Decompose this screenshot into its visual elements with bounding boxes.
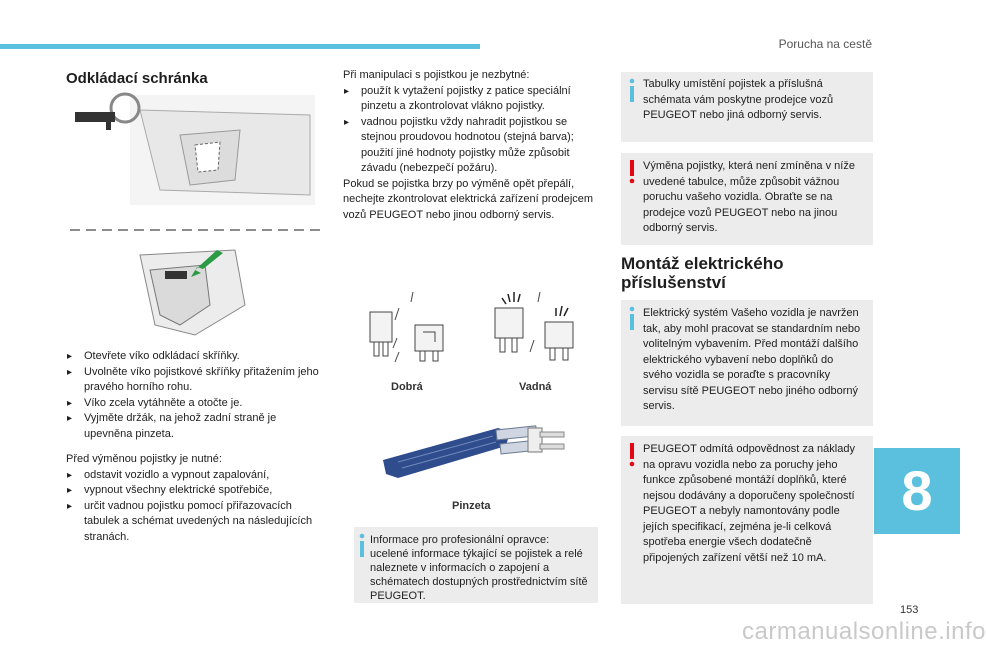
- before-replacement-intro: Před výměnou pojistky je nutné:: [66, 453, 222, 465]
- chapter-tab: 8: [874, 448, 960, 534]
- handling-instructions: [343, 68, 603, 223]
- info-icon: [627, 305, 637, 331]
- info-box-text: Tabulky umístění pojistek a příslušná schémata vám poskytne prodejce vozů PEUGEOT nebo jiná odborný servis.: [643, 78, 834, 121]
- watermark: carmanualsonline.info: [742, 618, 986, 645]
- info-icon: [627, 77, 637, 103]
- info-box-electrical: [621, 300, 873, 426]
- before-item: ▸ odstavit vozidlo a vypnout zapalování,: [66, 468, 328, 484]
- step-item: ▸ Otevřete víko odkládací skříňky.: [66, 349, 326, 365]
- glovebox-illustration: [70, 90, 320, 240]
- fuse-good-illustration: [365, 290, 450, 365]
- warning-box-liability: [621, 436, 873, 604]
- open-steps: [66, 349, 326, 442]
- handling-item: ▸ vadnou pojistku vždy nahradit pojistkou se stejnou proudovou hodnotou (stejná barva); použití jiné hodnoty pojistky může způsobit závadu (nebezpečí požáru).: [343, 115, 603, 177]
- info-icon: [357, 532, 367, 558]
- warning-box-text: PEUGEOT odmítá odpovědnost za náklady na opravu vozidla nebo za poruchy jeho funkce způsobené montáží doplňků, které nejsou dodávány a doporučeny společností PEUGEOT a nebyly namontovány podle jejích specifikací, zejména je-li celková spotřeba energie všech dodatečně připojených zařízení větší než 10 mA.: [643, 443, 855, 564]
- before-replacement: [66, 452, 328, 545]
- info-box-fuse-tables: [621, 72, 873, 142]
- warning-icon: [627, 158, 637, 184]
- glovebox-heading: Odkládací schránka: [66, 70, 208, 87]
- fuse-bad-label: Vadná: [519, 381, 552, 393]
- page-number: 153: [900, 604, 919, 616]
- warning-box-fuse: [621, 153, 873, 245]
- step-item: ▸ Víko zcela vytáhněte a otočte je.: [66, 396, 326, 412]
- fuse-good-label: Dobrá: [391, 381, 423, 393]
- fuse-box-cover-illustration: [135, 245, 255, 340]
- section-title: Porucha na cestě: [778, 37, 872, 51]
- fuse-bad-illustration: [490, 290, 590, 365]
- handling-item: ▸ použít k vytažení pojistky z patice speciální pinzetu a zkontrolovat vlákno pojistky.: [343, 84, 603, 115]
- accessories-heading: Montáž elektrického příslušenství: [621, 254, 784, 292]
- info-box-text: Informace pro profesionální opravce: ucelené informace týkající se pojistek a relé naleznete v informacích o zapojení a schématech dostupných prostřednictvím sítě PEUGEOT.: [370, 534, 588, 602]
- handling-outro: Pokud se pojistka brzy po výměně opět přepálí, nechejte zkontrolovat elektrická zařízení prodejcem vozů PEUGEOT nebo jinou odborný servis.: [343, 177, 594, 221]
- warning-box-text: Výměna pojistky, která není zmíněna v níže uvedené tabulce, může způsobit vážnou poruchu vašeho vozidla. Obraťte se na prodejce vozů PEUGEOT nebo na jinou odborný servis.: [643, 160, 855, 234]
- tweezers-illustration: [378, 422, 583, 487]
- before-item: ▸ určit vadnou pojistku pomocí přiřazovacích tabulek a schémat uvedených na následujících stranách.: [66, 499, 328, 546]
- before-item: ▸ vypnout všechny elektrické spotřebiče,: [66, 483, 328, 499]
- info-box-text: Elektrický systém Vašeho vozidla je navržen tak, aby mohl pracovat se standardním nebo volitelným vybavením. Před montáží dalšího elektrického vybavení nebo doplňků do svého vozidla se poraďte s pracovníky servisu sítě PEUGEOT nebo jiného odborný servis.: [643, 307, 861, 412]
- handling-intro: Při manipulaci s pojistkou je nezbytné:: [343, 69, 530, 81]
- step-item: ▸ Uvolněte víko pojistkové skříňky přitažením jeho pravého horního rohu.: [66, 365, 326, 396]
- tweezers-label: Pinzeta: [452, 500, 491, 512]
- info-box-professional: [354, 527, 598, 603]
- step-item: ▸ Vyjměte držák, na jehož zadní straně je upevněna pinzeta.: [66, 411, 326, 442]
- header-accent-bar: [0, 44, 480, 49]
- warning-icon: [627, 441, 637, 467]
